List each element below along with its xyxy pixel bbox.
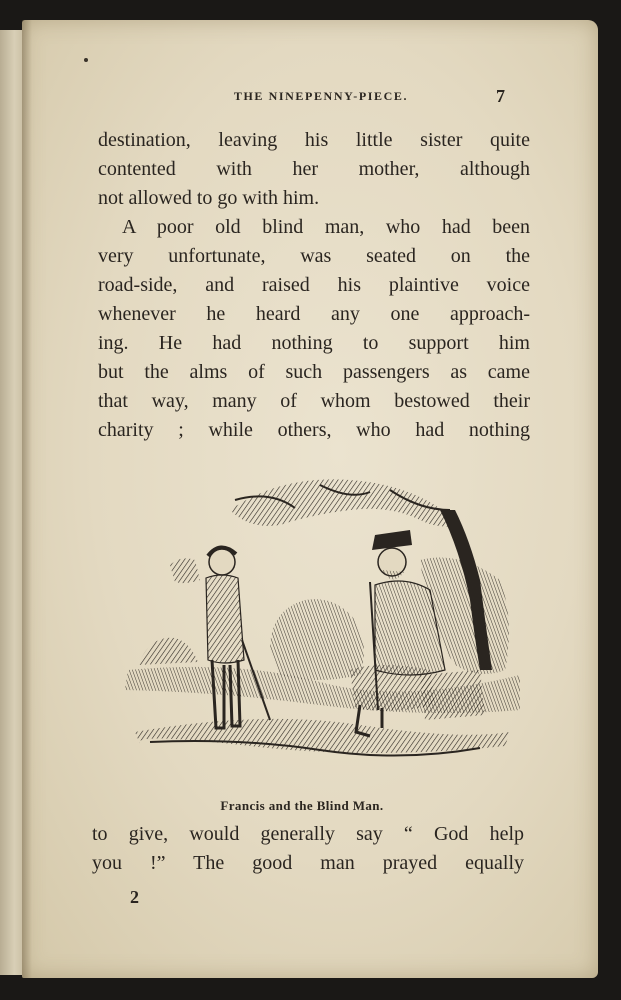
ink-speck: [84, 58, 88, 62]
text-line: road-side, and raised his plaintive voice: [98, 274, 530, 296]
text-line: to give, would generally say “ God help: [92, 823, 524, 845]
text-line: that way, many of whom bestowed their: [98, 390, 530, 412]
illustration-caption: Francis and the Blind Man.: [220, 798, 384, 813]
text-line: charity ; while others, who had nothing: [98, 419, 530, 441]
signature-mark: 2: [130, 887, 139, 907]
hill: [138, 638, 198, 665]
woodcut-illustration: [120, 470, 524, 770]
text-line: very unfortunate, was seated on the: [98, 245, 530, 267]
running-title: THE NINEPENNY-PIECE.: [233, 89, 409, 103]
text-line: destination, leaving his little sister quite: [98, 129, 530, 151]
text-line: ing. He had nothing to support him: [98, 332, 530, 354]
book-page: [22, 20, 598, 978]
text-line: but the alms of such passengers as came: [98, 361, 530, 383]
boy-figure: [170, 547, 270, 728]
text-line: A poor old blind man, who had been: [122, 216, 530, 238]
text-line: you !” The good man prayed equally: [92, 852, 524, 874]
text-line: not allowed to go with him.: [98, 187, 320, 209]
page-number: 7: [496, 86, 505, 106]
bush: [270, 599, 364, 680]
text-line: whenever he heard any one approach-: [98, 303, 530, 325]
text-line: contented with her mother, although: [98, 158, 530, 180]
